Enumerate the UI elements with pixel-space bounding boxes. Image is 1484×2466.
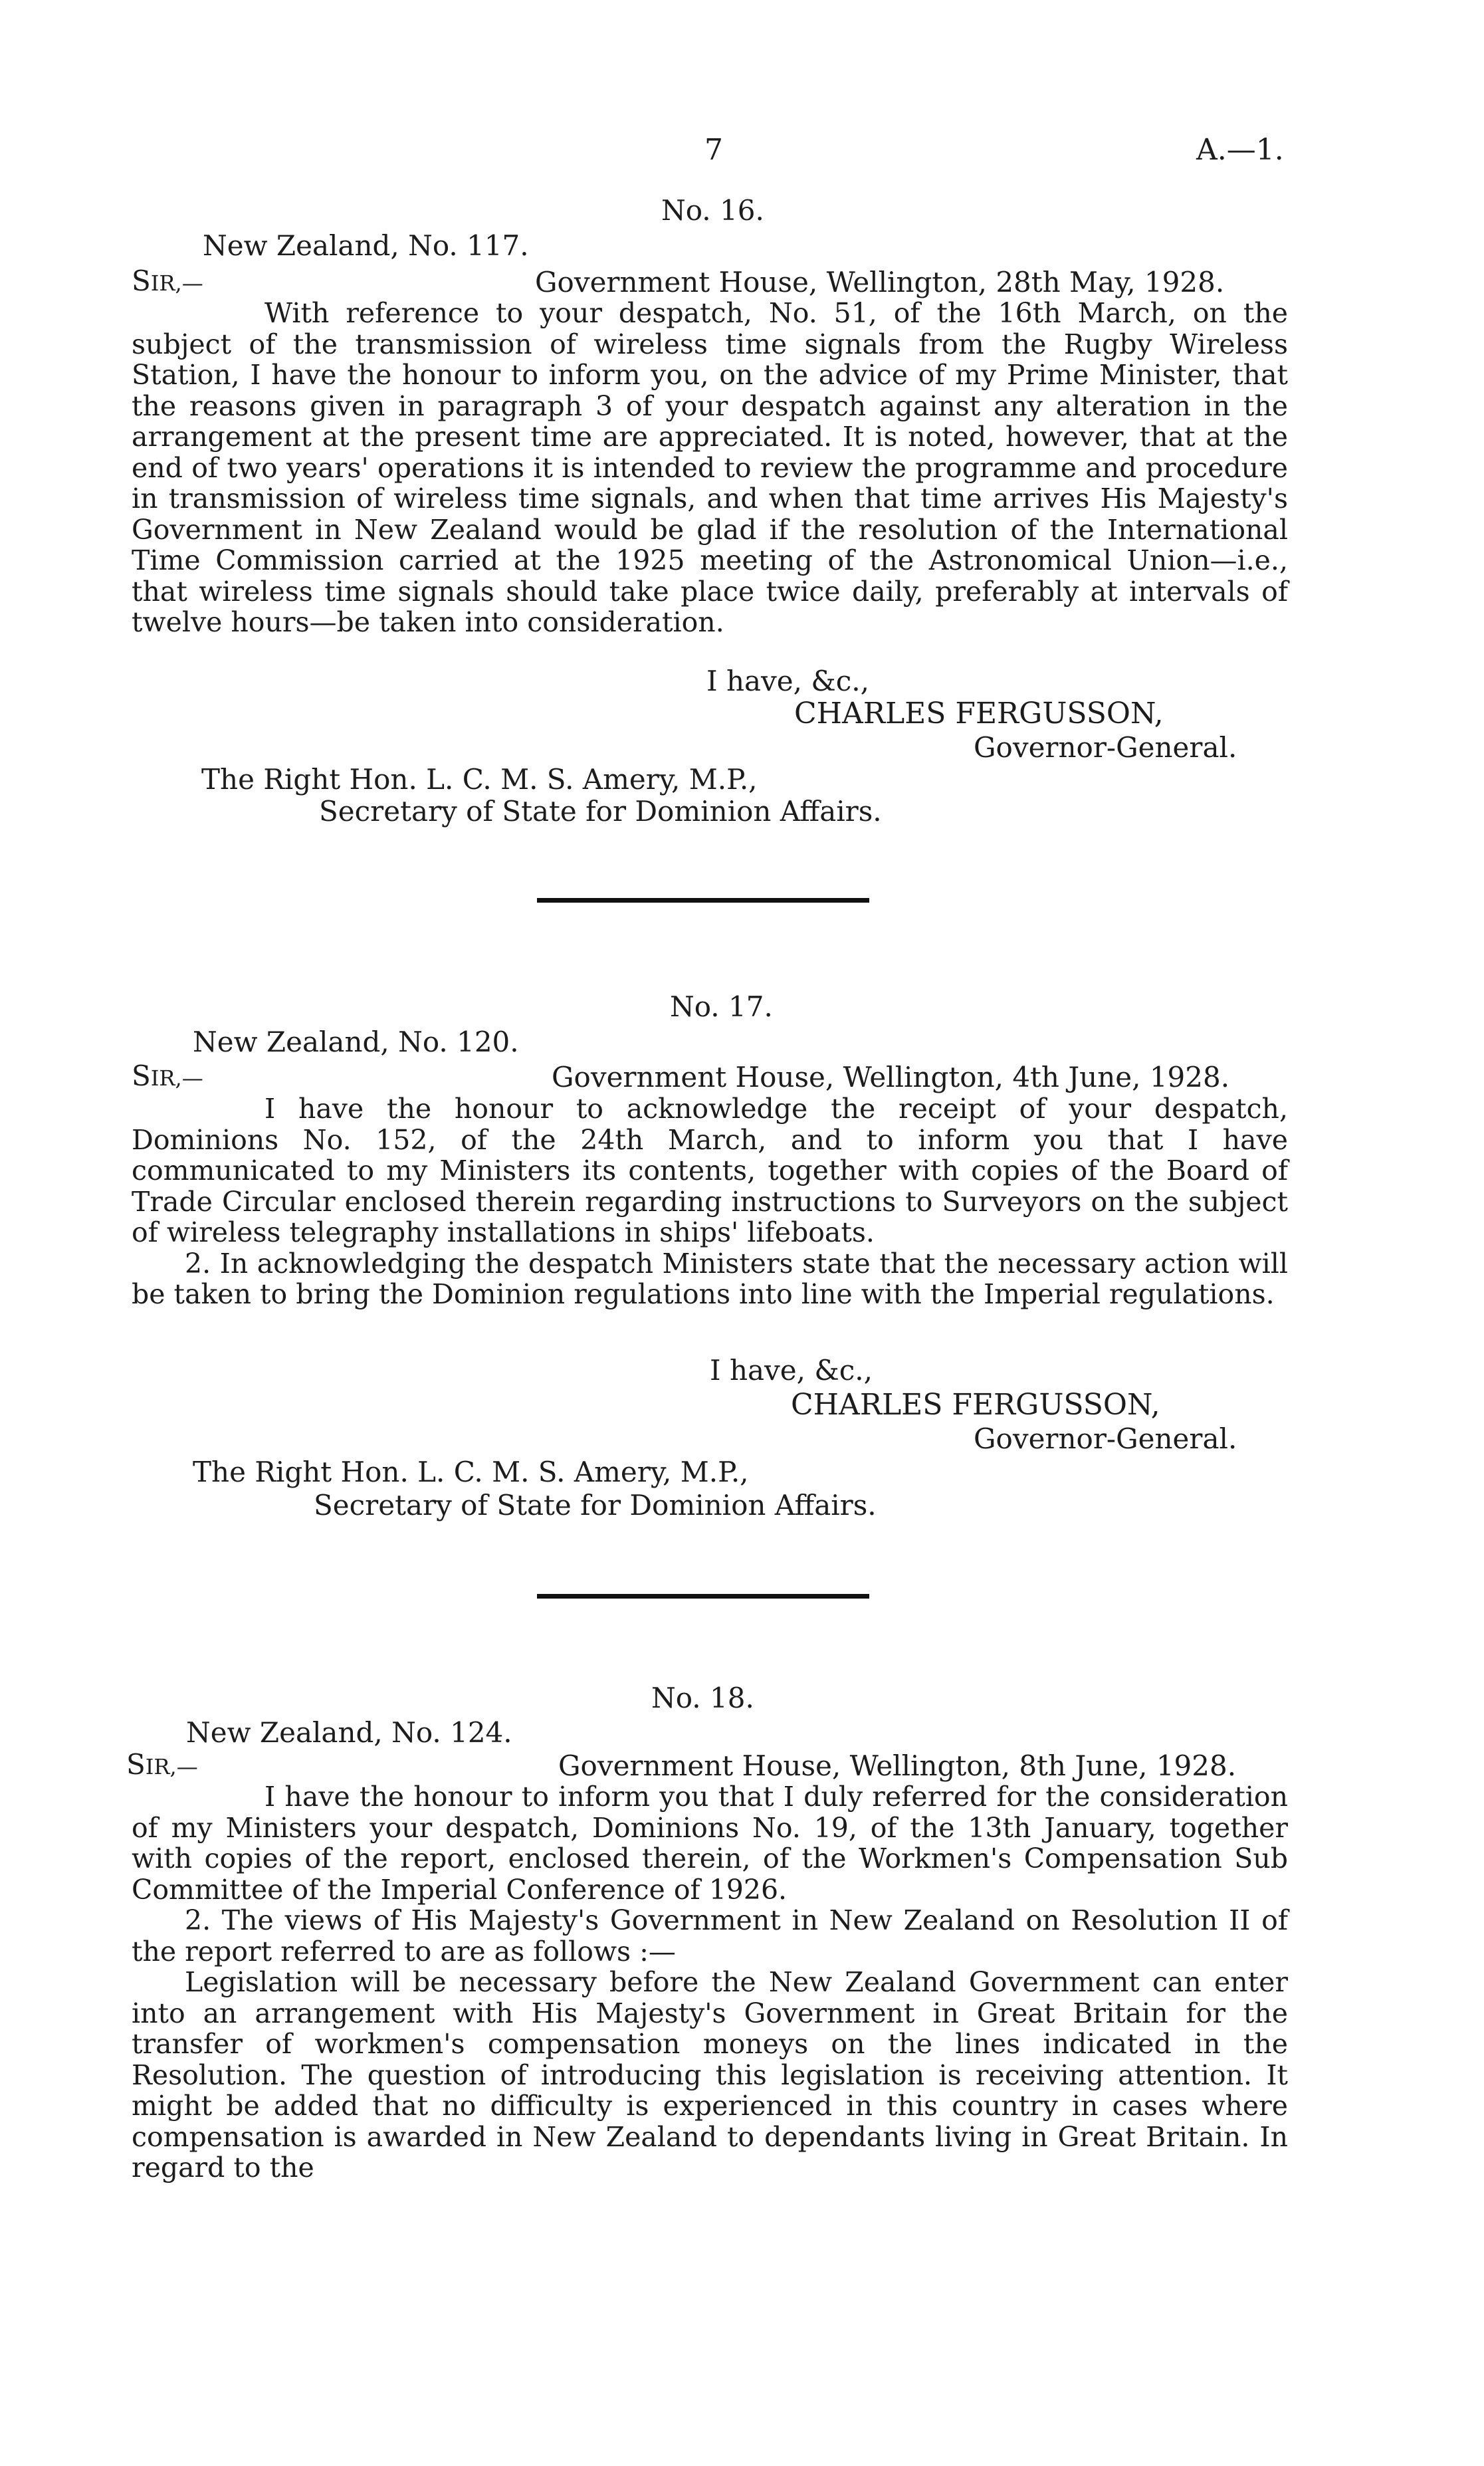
letter-16-signatory-title: Governor-General. [974, 731, 1237, 764]
letter-16-paragraph: With reference to your despatch, No. 51, of the 16th March, on the subject of the transmission of wireless time signals from the Rugby Wireless Station, I have the honour to inform you, on the advice of my Prime Minister, that the reasons given in paragraph 3 of your despatch against any alteration in the arrangement at the present time are appreciated. It is noted, however, that at the end of two years' operations it is intended to review the programme and procedure in transmission of wireless time signals, and when that time arrives His Majesty's Government in New Zealand would be glad if the resolution of the International Time Commission carried at the 1925 meeting of the Astronomical Union—i.e., that wireless time signals should take place twice daily, preferably at intervals of twelve hours—be taken into consideration. [132, 297, 1288, 638]
letter-17-addressee: The Right Hon. L. C. M. S. Amery, M.P., [193, 1456, 749, 1488]
letter-17-signatory: CHARLES FERGUSSON, [791, 1388, 1160, 1422]
section-divider [537, 1594, 869, 1599]
letter-18-paragraph: Legislation will be necessary before the New Zealand Government can enter into an arrangement with His Majesty's Government in Great Britain for the transfer of workmen's compensation moneys on the lines indicated in the Resolution. The question of introducing this legislation is receiving attention. It might be added that no difficulty is experienced in this country in cases where compensation is awarded in New Zealand to dependants living in Great Britain. In regard to the [132, 1966, 1288, 2184]
letter-17-place-date: Government House, Wellington, 4th June, 1928. [552, 1061, 1230, 1093]
letter-18-paragraph: 2. The views of His Majesty's Government in New Zealand on Resolution II of the report referred to are as follows :— [132, 1904, 1288, 1967]
letter-18-ref: New Zealand, No. 124. [186, 1716, 512, 1749]
letter-16-closing: I have, &c., [706, 665, 869, 697]
letter-17-number: No. 17. [670, 990, 773, 1023]
letter-16-body [132, 298, 1288, 638]
letter-16-addressee-title: Secretary of State for Dominion Affairs. [319, 795, 882, 828]
letter-17-paragraph: 2. In acknowledging the despatch Ministers state that the necessary action will be taken to bring the Dominion regulations into line with the Imperial regulations. [132, 1247, 1288, 1310]
letter-17-body [132, 1093, 1288, 1310]
letter-18-place-date: Government House, Wellington, 8th June, 1928. [558, 1749, 1237, 1782]
letter-17-salutation: SIR,— [132, 1060, 203, 1092]
letter-18-number: No. 18. [651, 1682, 754, 1714]
letter-16-number: No. 16. [661, 194, 764, 227]
letter-18-body [132, 1781, 1288, 2184]
letter-16-ref: New Zealand, No. 117. [203, 229, 529, 262]
letter-17-signatory-title: Governor-General. [974, 1422, 1237, 1455]
letter-16-signatory: CHARLES FERGUSSON, [794, 697, 1164, 730]
letter-16-salutation: SIR,— [132, 265, 203, 297]
document-reference: A.—1. [1196, 133, 1284, 167]
letter-17-addressee-title: Secretary of State for Dominion Affairs. [314, 1489, 877, 1521]
section-divider [537, 898, 869, 903]
letter-18-salutation: SIR,— [126, 1748, 198, 1781]
letter-18-paragraph: I have the honour to inform you that I duly referred for the consideration of my Ministers your despatch, Dominions No. 19, of the 13th January, together with copies of the report, enclosed therein, of the Workmen's Compensation Sub Committee of the Imperial Conference of 1926. [132, 1781, 1288, 1906]
letter-16-addressee: The Right Hon. L. C. M. S. Amery, M.P., [201, 763, 758, 796]
letter-17-paragraph: I have the honour to acknowledge the receipt of your despatch, Dominions No. 152, of the 24th March, and to inform you that I have communicated to my Ministers its contents, together with copies of the Board of Trade Circular enclosed therein regarding instructions to Surveyors on the subject of wireless telegraphy installations in ships' lifeboats. [132, 1093, 1288, 1248]
page-number: 7 [704, 133, 723, 167]
letter-17-ref: New Zealand, No. 120. [193, 1026, 519, 1058]
letter-16-place-date: Government House, Wellington, 28th May, 1928. [535, 266, 1225, 298]
letter-17-closing: I have, &c., [710, 1354, 873, 1387]
